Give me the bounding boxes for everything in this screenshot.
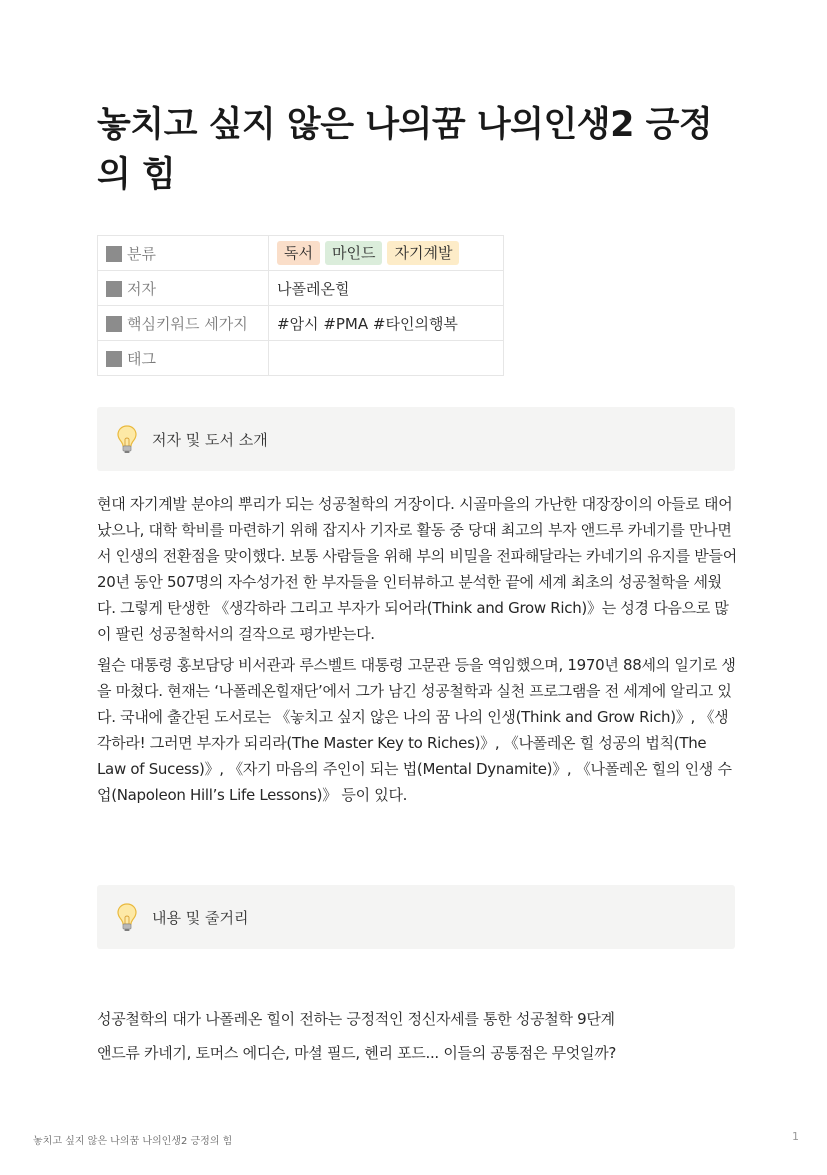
lightbulb-icon <box>116 902 138 932</box>
property-square-icon <box>106 246 122 262</box>
footer-title: 놓치고 싶지 않은 나의꿈 나의인생2 긍정의 힘 <box>33 1136 233 1147</box>
page-number: 1 <box>792 1130 799 1143</box>
author-works-paragraph: 윌슨 대통령 홍보담당 비서관과 루스벨트 대통령 고문관 등을 역임했으며, 1970년 88세의 일기로 생을 마쳤다. 현재는 ‘나폴레온힐재단’에서 그가 남긴 성공철학과 실천 프로그램을 전 세계에 알리고 있다. 국내에 출간된 도서로는 《놓치고 싶지 않은 나의 꿈 나의 인생(Think and Grow Rich)》, 《생각하라! 그러면 부자가 되리라(The Master Key to Riches)》, 《나폴레온 힐 성공의 법칙(The Law of Sucess)》, 《자기 마음의 주인이 되는 법(Mental Dynamite)》, 《나폴레온 힐의 인생 수업(Napoleon Hill’s Life Lessons)》 등이 있다. <box>97 656 736 804</box>
keywords-value[interactable]: #암시 #PMA #타인의행복 <box>269 306 504 341</box>
tag-self-development[interactable]: 자기계발 <box>387 241 459 265</box>
property-value[interactable] <box>269 236 504 271</box>
page-title: 놓치고 싶지 않은 나의꿈 나의인생2 긍정의 힘 <box>97 105 713 195</box>
callout-title: 저자 및 도서 소개 <box>152 430 268 449</box>
property-row-keywords <box>98 306 504 341</box>
property-row-tags <box>98 341 504 376</box>
lightbulb-icon <box>116 424 138 454</box>
property-row-author <box>98 271 504 306</box>
property-key <box>98 341 269 376</box>
properties-table <box>97 235 504 376</box>
property-row-category <box>98 236 504 271</box>
author-value[interactable]: 나폴레온힐 <box>269 271 504 306</box>
property-square-icon <box>106 281 122 297</box>
summary-line-1: 성공철학의 대가 나폴레온 힐이 전하는 긍정적인 정신자세를 통한 성공철학 9단계 <box>97 1010 615 1028</box>
tag-reading[interactable]: 독서 <box>277 241 320 265</box>
property-square-icon <box>106 316 122 332</box>
tag-mind[interactable]: 마인드 <box>325 241 382 265</box>
callout-summary <box>97 885 735 949</box>
tags-value[interactable] <box>269 341 504 376</box>
property-label: 핵심키워드 세가지 <box>127 314 248 333</box>
property-label: 저자 <box>127 279 156 298</box>
property-key <box>98 306 269 341</box>
property-square-icon <box>106 351 122 367</box>
property-key <box>98 271 269 306</box>
property-label: 태그 <box>127 349 156 368</box>
callout-title: 내용 및 줄거리 <box>152 908 249 927</box>
summary-line-2: 앤드류 카네기, 토머스 에디슨, 마셜 필드, 헨리 포드... 이들의 공통점은 무엇일까? <box>97 1044 617 1062</box>
callout-author-intro <box>97 407 735 471</box>
property-key <box>98 236 269 271</box>
author-intro-paragraph: 현대 자기계발 분야의 뿌리가 되는 성공철학의 거장이다. 시골마을의 가난한 대장장이의 아들로 태어났으나, 대학 학비를 마련하기 위해 잡지사 기자로 활동 중 당대 최고의 부자 앤드루 카네기를 만나면서 인생의 전환점을 맞이했다. 보통 사람들을 위해 부의 비밀을 전파해달라는 카네기의 유지를 받들어 20년 동안 507명의 자수성가전 한 부자들을 인터뷰하고 분석한 끝에 세계 최초의 성공철학을 세웠다. 그렇게 탄생한 《생각하라 그리고 부자가 되어라(Think and Grow Rich)》는 성경 다음으로 많이 팔린 성공철학서의 걸작으로 평가받는다. <box>97 495 737 643</box>
property-label: 분류 <box>127 244 156 263</box>
